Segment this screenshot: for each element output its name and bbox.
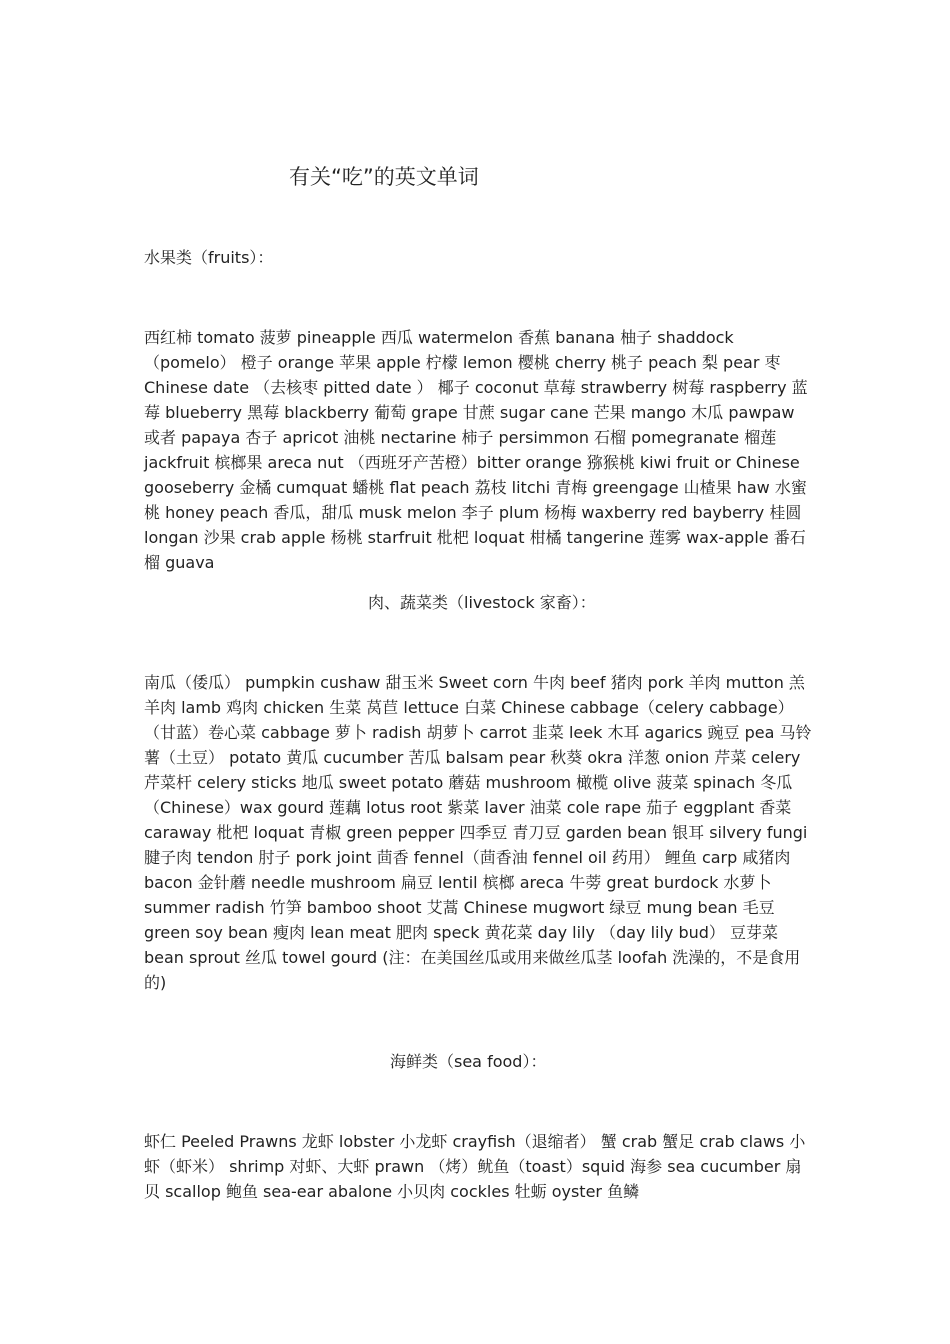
section-body-livestock: 南瓜（倭瓜） pumpkin cushaw 甜玉米 Sweet corn 牛肉 beef 猪肉 pork 羊肉 mutton 羔羊肉 lamb 鸡肉 chicken 生菜 莴苣 lettuce 白菜 Chinese cabbage（celery cabbage）（甘蓝）卷心菜 cabbage 萝卜 radish 胡萝卜 carrot 韭菜 leek 木耳 agarics 豌豆 pea 马铃薯（土豆） potato 黄瓜 cucumber 苦瓜 balsam pear 秋葵 okra 洋葱 onion 芹菜 celery 芹菜杆 celery sticks 地瓜 sweet potato 蘑菇 mushroom 橄榄 olive 菠菜 spinach 冬瓜 （Chinese）wax gourd 莲藕 lotus root 紫菜 laver 油菜 cole rape 茄子 eggplant 香菜 caraway 枇杷 loquat 青椒 green pepper 四季豆 青刀豆 garden bean 银耳 silvery fungi 腱子肉 tendon 肘子 pork joint 茴香 fennel（茴香油 fennel oil 药用） 鲤鱼 carp 咸猪肉 bacon 金针蘑 needle mushroom 扁豆 lentil 槟榔 areca 牛蒡 great burdock 水萝卜 summer radish 竹笋 bamboo shoot 艾蒿 Chinese mugwort 绿豆 mung bean 毛豆 green soy bean 瘦肉 lean meat 肥肉 speck 黄花菜 day lily （day lily bud） 豆芽菜 bean sprout 丝瓜 towel gourd (注：在美国丝瓜或用来做丝瓜茎 loofah 洗澡的，不是食用的) [144,673,812,992]
section-heading-livestock: 肉、蔬菜类（livestock 家畜）： [368,593,596,612]
section-body-fruits: 西红柿 tomato 菠萝 pineapple 西瓜 watermelon 香蕉 banana 柚子 shaddock（pomelo） 橙子 orange 苹果 apple 柠檬 lemon 樱桃 cherry 桃子 peach 梨 pear 枣 Chinese date （去核枣 pitted date ） 椰子 coconut 草莓 strawberry 树莓 raspberry 蓝莓 blueberry 黑莓 blackberry 葡萄 grape 甘蔗 sugar cane 芒果 mango 木瓜 pawpaw 或者 papaya 杏子 apricot 油桃 nectarine 柿子 persimmon 石榴 pomegranate 榴莲 jackfruit 槟榔果 areca nut （西班牙产苦橙）bitter orange 猕猴桃 kiwi fruit or Chinese gooseberry 金橘 cumquat 蟠桃 flat peach 荔枝 litchi 青梅 greengage 山楂果 haw 水蜜桃 honey peach 香瓜，甜瓜 musk melon 李子 plum 杨梅 waxberry red bayberry 桂圆 longan 沙果 crab apple 杨桃 starfruit 枇杷 loquat 柑橘 tangerine 莲雾 wax-apple 番石榴 guava [144,328,808,572]
section-heading-seafood: 海鲜类（sea food）： [390,1052,547,1071]
document-title: 有关“吃”的英文单词 [289,165,479,189]
section-heading-fruits: 水果类（fruits）： [144,248,274,267]
section-body-seafood: 虾仁 Peeled Prawns 龙虾 lobster 小龙虾 crayfish（退缩者） 蟹 crab 蟹足 crab claws 小虾（虾米） shrimp 对虾、大虾 prawn （烤）鱿鱼（toast）squid 海参 sea cucumber 扇贝 scallop 鲍鱼 sea-ear abalone 小贝肉 cockles 牡蛎 oyster 鱼鳞 [144,1132,806,1201]
